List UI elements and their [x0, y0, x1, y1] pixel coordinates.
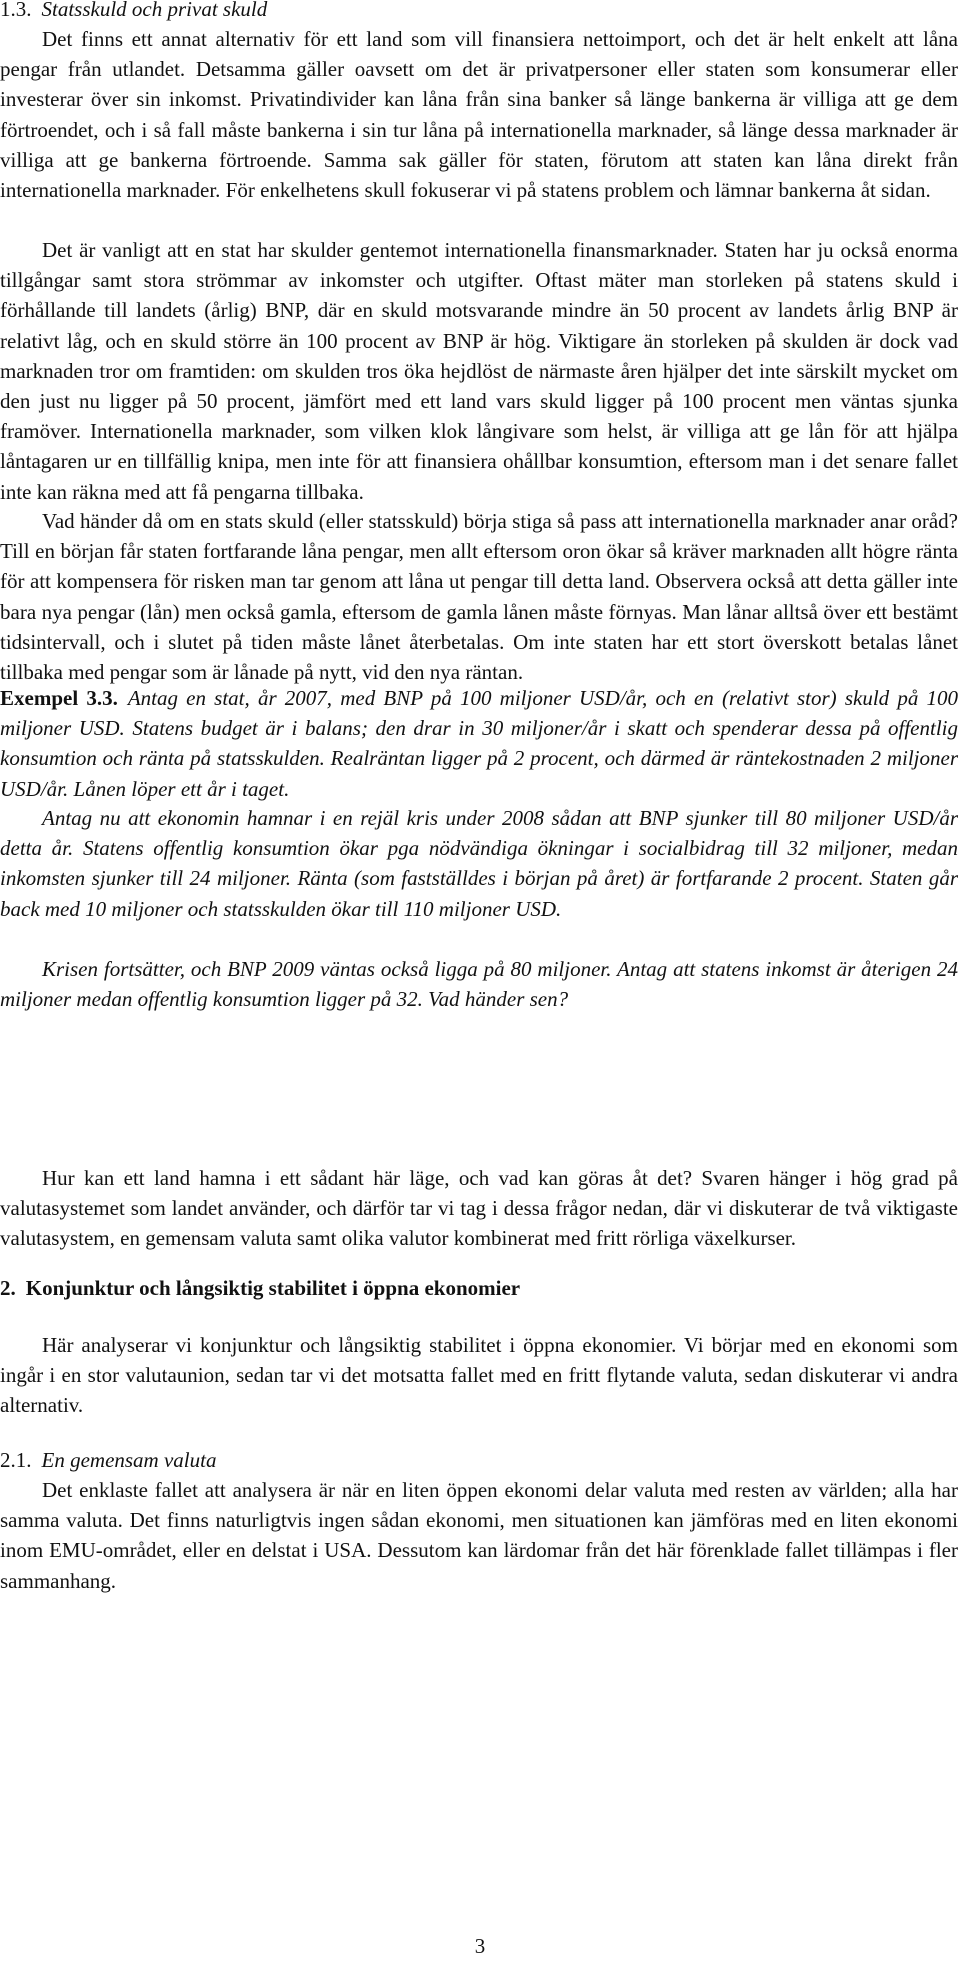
example-text: Antag en stat, år 2007, med BNP på 100 miljoner USD/år, och en (relativt stor) skuld på 100 miljoner USD. Statens budget är i balans; den drar in 30 miljoner/år i skatt och spenderar dessa på offentlig konsumtion och ränta på statsskulden. Realräntan ligger på 2 procent, och därmed är räntekostnaden 2 miljoner USD/år. Lånen löper ett år i taget.: [0, 686, 959, 801]
paragraph: Hur kan ett land hamna i ett sådant här läge, och vad kan göras åt det? Svaren hänger i hög grad på valutasystemet som landet använder, och därför tar vi tag i dessa frågor nedan, där vi diskuterar de två viktigaste valutasystem, en gemensam valuta samt olika valutor kombinerat med fritt rörliga växelkurser.: [0, 1166, 958, 1251]
example-paragraph: Krisen fortsätter, och BNP 2009 väntas också ligga på 80 miljoner. Antag att statens inkomst är återigen 24 miljoner medan offentlig konsumtion ligger på 32. Vad händer sen?: [0, 957, 958, 1012]
section-number: 2.1.: [0, 1448, 32, 1472]
example-paragraph: Antag nu att ekonomin hamnar i en rejäl kris under 2008 sådan att BNP sjunker till 80 miljoner USD/år detta år. Statens offentlig konsumtion ökar pga nödvändiga ökningar i socialbidrag till 32 miljoner, medan inkomsten sjunker till 24 miljoner. Ränta (som fastställdes i början på året) är fortfarande 2 procent. Staten går back med 10 miljoner och statsskulden ökar till 110 miljoner USD.: [0, 806, 958, 921]
paragraph: Vad händer då om en stats skuld (eller statsskuld) börja stiga så pass att internationella marknader anar oråd? Till en början får staten fortfarande låna pengar, men allt eftersom oron ökar så kräver marknaden allt högre ränta för att kompensera för risken man tar genom att låna ut pengar till detta land. Observera också att detta gäller inte bara nya pengar (lån) men också gamla, eftersom de gamla lånen måste förnyas. Man lånar alltså över ett bestämt tidsintervall, och i slutet på tiden måste lånet återbetalas. Om inte staten har ett stort överskott betalas lånet tillbaka med pengar som är lånade på nytt, vid den nya räntan.: [0, 509, 958, 685]
paragraph: Det finns ett annat alternativ för ett land som vill finansiera nettoimport, och det är helt enkelt att låna pengar från utlandet. Detsamma gäller oavsett om det är privatpersoner eller staten som konsumerar eller investerar över sin inkomst. Privatindivider kan låna från sina banker så länge bankerna är villiga att ge dem förtroendet, och i så fall måste bankerna i sin tur låna på internationella marknader, så länge dessa marknader är villiga att ge bankerna förtroende. Samma sak gäller för staten, förutom att staten kan låna direkt från internationella marknader. För enkelhetens skull fokuserar vi på statens problem och lämnar bankerna åt sidan.: [0, 27, 958, 203]
section-heading-2: [0, 1273, 958, 1303]
section-title: Statsskuld och privat skuld: [41, 0, 268, 21]
paragraph: Här analyserar vi konjunktur och långsiktig stabilitet i öppna ekonomier. Vi börjar med en ekonomi som ingår i en stor valutaunion, sedan tar vi det motsatta fallet med en fritt flytande valuta, sedan diskuterar vi andra alternativ.: [0, 1333, 958, 1418]
section-number: 2.: [0, 1276, 16, 1300]
section-heading-2-1: [0, 1445, 958, 1475]
paragraph: Det enklaste fallet att analysera är när en liten öppen ekonomi delar valuta med resten av världen; alla har samma valuta. Det finns naturligtvis ingen sådan ekonomi, men situationen kan jämföras med en liten ekonomi inom EMU-området, eller en delstat i USA. Dessutom kan lärdomar från det här förenklade fallet tillämpas i fler sammanhang.: [0, 1478, 958, 1593]
example-label: Exempel 3.3.: [0, 686, 118, 710]
section-number: 1.3.: [0, 0, 32, 21]
example-paragraph: [0, 683, 958, 804]
page-number: 3: [474, 1934, 486, 1958]
paragraph: Det är vanligt att en stat har skulder gentemot internationella finansmarknader. Staten har ju också enorma tillgångar samt stora strömmar av inkomster och utgifter. Oftast mäter man storleken på statens skuld i förhållande till landets (årlig) BNP, där en skuld motsvarande mindre än 50 procent av landets årlig BNP är relativt låg, och en skuld större än 100 procent av BNP är hög. Viktigare än storleken på skulden är dock vad marknaden tror om framtiden: om skulden tros öka hejdlöst de närmaste åren hjälper det inte särskilt mycket om den just nu ligger på 50 procent, jämfört med ett land vars skuld ligger på 100 procent men väntas sjunka framöver. Internationella marknader, som vilken klok långivare som helst, är villiga att ge lån för att hjälpa låntagaren ur en tillfällig knipa, men inte för att finansiera ohållbar konsumtion, eftersom man i det senare fallet inte kan räkna med att få pengarna tillbaka.: [0, 238, 958, 504]
section-heading-1-3: [0, 0, 958, 24]
section-title: Konjunktur och långsiktig stabilitet i öppna ekonomier: [25, 1276, 521, 1300]
section-title: En gemensam valuta: [41, 1448, 217, 1472]
